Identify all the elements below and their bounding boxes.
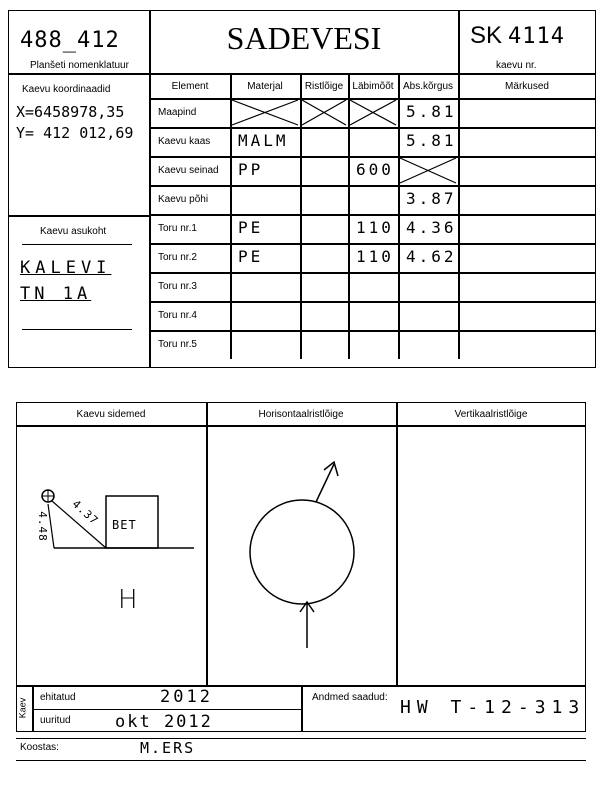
- table-cell-abs: 5.81: [406, 131, 457, 150]
- coords-y: Y= 412 012,69: [16, 124, 134, 142]
- table-header: Abs.kõrgus: [402, 81, 454, 92]
- table-header: Läbimõõt: [352, 81, 394, 92]
- well-label: kaevu nr.: [496, 60, 537, 71]
- uuritud-value: okt 2012: [115, 712, 213, 732]
- sidemed-dim2: 4.48: [35, 511, 49, 542]
- table-cell-labimoot: 600: [356, 160, 394, 179]
- koostas-value: M.ERS: [140, 739, 196, 757]
- table-cell-materjal: PP: [238, 160, 264, 179]
- andmed-label: Andmed saadud:: [312, 692, 388, 703]
- table-row-element: Kaevu põhi: [158, 194, 209, 205]
- ehitatud-label: ehitatud: [40, 692, 76, 703]
- table-cell-abs: 3.87: [406, 189, 457, 208]
- table-header: Element: [171, 81, 209, 92]
- table-row-element: Maapind: [158, 107, 197, 118]
- table-cell-abs: 5.81: [406, 102, 457, 121]
- uuritud-label: uuritud: [40, 715, 71, 726]
- crossed-cell-mark: [348, 98, 398, 127]
- table-row-element: Toru nr.5: [158, 339, 197, 350]
- col-vertikaal-label: Vertikaalristlõige: [454, 409, 528, 420]
- page-title: SADEVESI: [226, 20, 382, 56]
- table-cell-abs: 4.62: [406, 247, 457, 266]
- horizontal-section-sketch: [206, 426, 396, 684]
- location-line2: TN 1A: [20, 284, 92, 304]
- table-row-element: Kaevu kaas: [158, 136, 211, 147]
- nomenclature-value: 488_412: [20, 28, 120, 53]
- crossed-cell-mark: [398, 156, 458, 185]
- table-cell-materjal: MALM: [238, 131, 289, 150]
- coords-x: X=6458978,35: [16, 103, 125, 121]
- well-number: 4114: [508, 24, 565, 49]
- table-header: Märkused: [505, 81, 549, 92]
- table-cell-labimoot: 110: [356, 218, 394, 237]
- table-row-element: Toru nr.4: [158, 310, 197, 321]
- well-prefix: SK: [470, 22, 503, 49]
- nomenclature-label: Planšeti nomenklatuur: [30, 60, 129, 71]
- table-cell-materjal: PE: [238, 247, 264, 266]
- coords-label: Kaevu koordinaadid: [22, 84, 111, 95]
- ehitatud-value: 2012: [160, 687, 213, 707]
- location-line1: KALEVI: [20, 258, 112, 278]
- table-cell-materjal: PE: [238, 218, 264, 237]
- col-sidemed-label: Kaevu sidemed: [76, 409, 146, 420]
- sidemed-sketch: [16, 426, 206, 684]
- table-row-element: Kaevu seinad: [158, 165, 219, 176]
- andmed-value: HW T-12-313: [400, 697, 586, 718]
- table-cell-labimoot: 110: [356, 247, 394, 266]
- sidemed-dim1: 4.37: [69, 497, 101, 528]
- crossed-cell-mark: [230, 98, 300, 127]
- kaev-label: Kaev: [17, 697, 28, 719]
- table-header: Ristlõige: [304, 81, 344, 92]
- table-row-element: Toru nr.1: [158, 223, 197, 234]
- table-row-element: Toru nr.2: [158, 252, 197, 263]
- location-label: Kaevu asukoht: [40, 226, 107, 237]
- table-cell-abs: 4.36: [406, 218, 457, 237]
- table-header: Materjal: [247, 81, 283, 92]
- col-horisontaal-label: Horisontaalristlõige: [258, 409, 344, 420]
- table-row-element: Toru nr.3: [158, 281, 197, 292]
- koostas-label: Koostas:: [20, 742, 59, 753]
- elements-table: [150, 74, 596, 368]
- sidemed-building: BET: [112, 518, 137, 532]
- crossed-cell-mark: [300, 98, 348, 127]
- sidemed-north: H: [118, 585, 138, 615]
